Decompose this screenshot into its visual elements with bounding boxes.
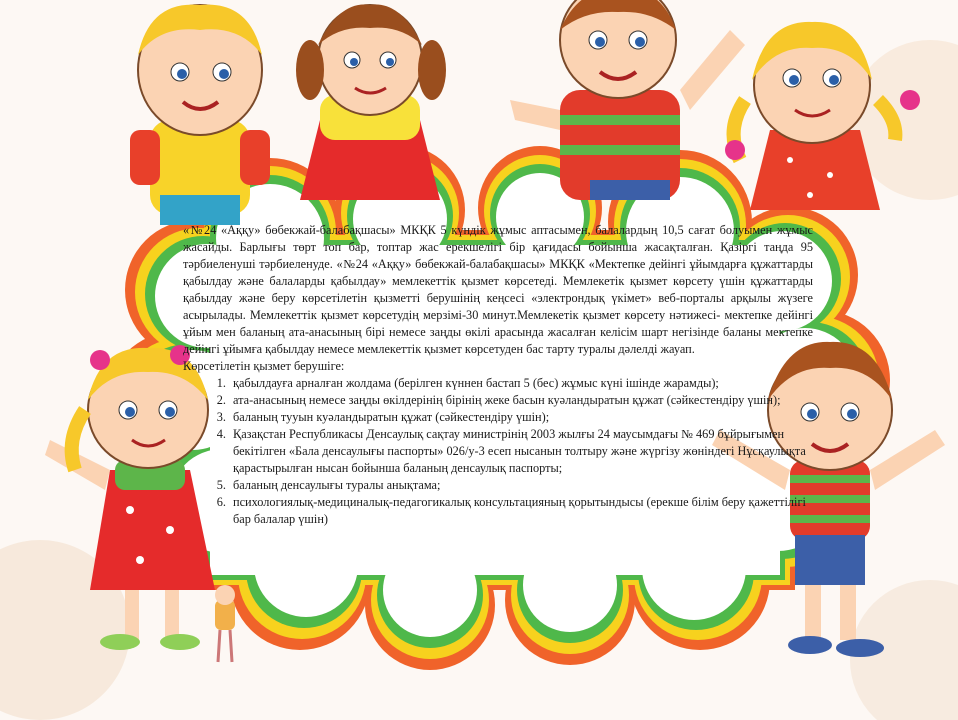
document-text — [183, 222, 813, 528]
intro-paragraph: «№24 «Аққу» бөбекжай-балабақшасы» МКҚК 5 күндік жұмыс аптасымен, балалардың 10,5 сағат болуымен жұмыс жасайды. Барлығы төрт топ бар, топтар жас ерекшелігі бір қағидасы бойынша жасақталған. Қазіргі таңда 95 тәрбиеленуші тәрбиеленуде. «№24 «Аққу» бөбекжай-балабақшасы» МКҚК «Мектепке дейінгі ұйымдарға құжаттарды қабылдау және балаларды қабылдау» мемлекеттік қызмет көрсетеді. Мемлекетік қызмет көрсету үшін құжаттарды қабылдау және беру көрсетілетін қызметті берушінің кеңсесі «электрондық үкімет» веб-порталы арқылы жүзеге асырылады. Мемлекеттік қызмет көрсетудің мерзімі-30 минут.Мемлекетік қызмет көрсету нәтижесі- мектепке дейінгі ұйым мен баланың ата-анасының бірі немесе заңды өкілі арасында жасалған келісім шарт негізінде баланы мектепке дейінгі ұйымға қабылдау немесе мемлекеттік қызмет көрсетуден бас тарту туралы дәлелді жауап. — [183, 223, 813, 356]
list-item: 6. психологиялық-медициналық-педагогикалық консультацияның қорытындысы (ерекше білім беру қажеттілігі бар балалар үшін) — [229, 494, 813, 528]
list-heading: Көрсетілетін қызмет берушіге: — [183, 359, 345, 373]
child-figure-top-left — [130, 5, 270, 225]
list-item: 2. ата-анасының немесе заңды өкілдерінің бірінің жеке басын куәландыратын құжат (сәйкестендіру үшін); — [229, 392, 813, 409]
list-item: 5. баланың денсаулығы туралы анықтама; — [229, 477, 813, 494]
list-item: 3. баланың тууын куәландыратын құжат (сәйкестендіру үшін); — [229, 409, 813, 426]
child-figure-top-center — [296, 5, 446, 201]
list-item: 1. қабылдауға арналған жолдама (берілген күннен бастап 5 (бес) жұмыс күні ішінде жарамды); — [229, 375, 813, 392]
document-list — [183, 375, 813, 528]
list-item: 4. Қазақстан Республикасы Денсаулық сақтау министрінің 2003 жылғы 24 маусымдағы № 469 бұйрығымен бекітілген «Бала денсаулығы паспорты» 026/у-3 есеп нысанын толтыру және жүргізу жөніндегі Нұсқаулықта қарастырылған нысан бойынша баланың денсаулық паспорты; — [229, 426, 813, 477]
